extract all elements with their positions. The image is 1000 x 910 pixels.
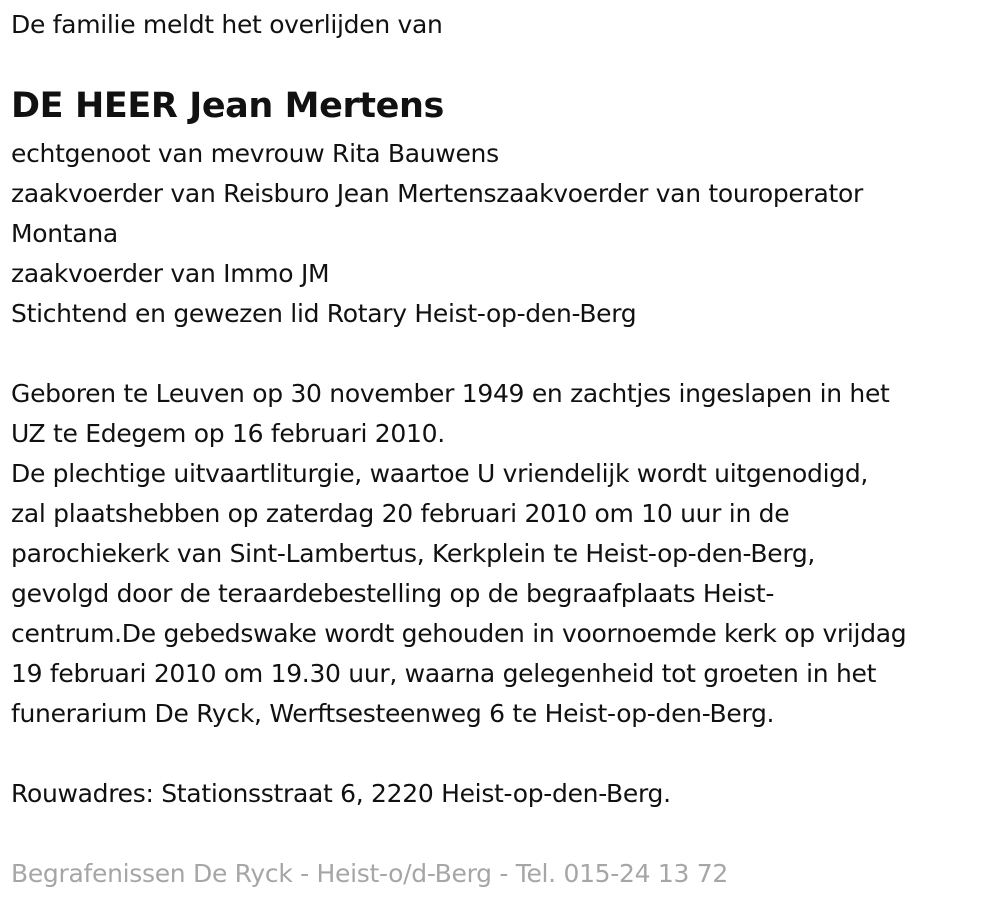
details-line: zal plaatshebben op zaterdag 20 februari 2010 om 10 uur in de <box>11 499 790 528</box>
mourning-address: Rouwadres: Stationsstraat 6, 2220 Heist-op-den-Berg. <box>11 779 671 808</box>
roles-list <box>11 134 863 334</box>
details-line: parochiekerk van Sint-Lambertus, Kerkplein te Heist-op-den-Berg, <box>11 539 816 568</box>
funeral-details <box>11 374 906 734</box>
role-line: zaakvoerder van Reisburo Jean Mertenszaakvoerder van touroperator <box>11 179 863 208</box>
intro-text: De familie meldt het overlijden van <box>11 10 443 39</box>
details-line: centrum.De gebedswake wordt gehouden in voornoemde kerk op vrijdag <box>11 619 907 648</box>
deceased-name: DE HEER Jean Mertens <box>11 86 444 126</box>
details-line: funerarium De Ryck, Werftsesteenweg 6 te Heist-op-den-Berg. <box>11 699 775 728</box>
details-line: De plechtige uitvaartliturgie, waartoe U vriendelijk wordt uitgenodigd, <box>11 459 869 488</box>
role-line: zaakvoerder van Immo JM <box>11 259 330 288</box>
details-line: Geboren te Leuven op 30 november 1949 en zachtjes ingeslapen in het <box>11 379 890 408</box>
details-line: 19 februari 2010 om 19.30 uur, waarna gelegenheid tot groeten in het <box>11 659 877 688</box>
role-line: echtgenoot van mevrouw Rita Bauwens <box>11 139 499 168</box>
details-line: UZ te Edegem op 16 februari 2010. <box>11 419 445 448</box>
details-line: gevolgd door de teraardebestelling op de begraafplaats Heist- <box>11 579 775 608</box>
funeral-home-footer: Begrafenissen De Ryck - Heist-o/d-Berg - Tel. 015-24 13 72 <box>11 859 728 888</box>
role-line: Stichtend en gewezen lid Rotary Heist-op-den-Berg <box>11 299 637 328</box>
role-line: Montana <box>11 219 118 248</box>
